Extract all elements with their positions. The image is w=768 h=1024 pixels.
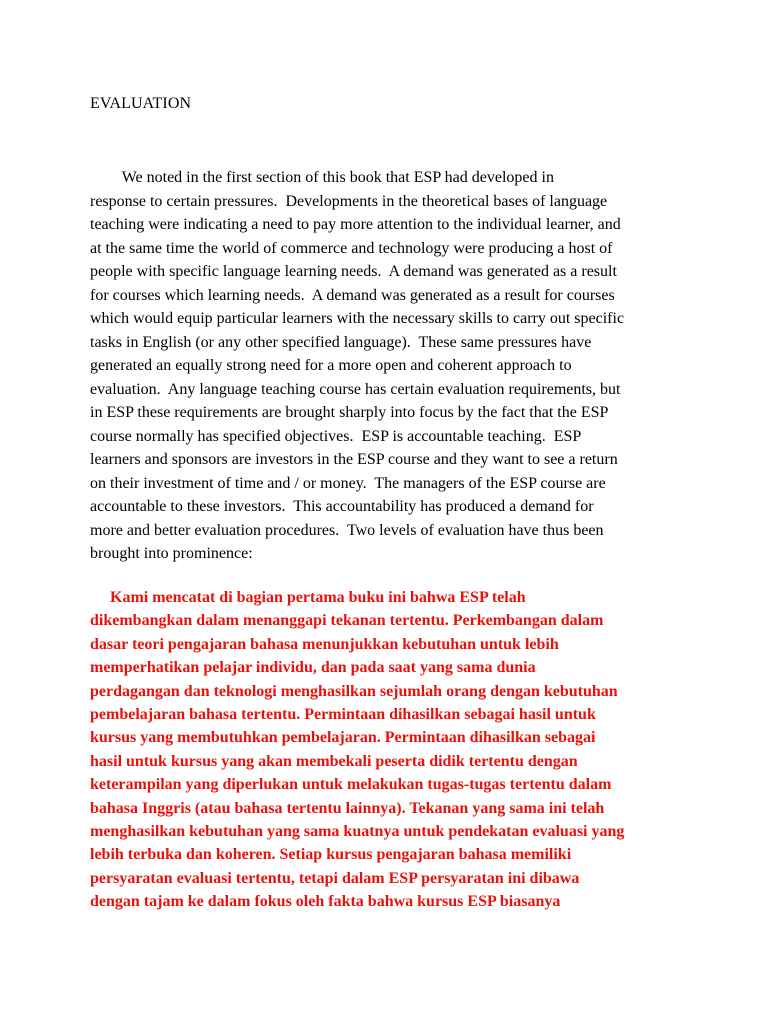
indonesian-translation-paragraph xyxy=(90,586,624,914)
translation-line: dikembangkan dalam menanggapi tekanan tertentu. Perkembangan dalam xyxy=(90,612,604,630)
translation-line: pembelajaran bahasa tertentu. Permintaan dihasilkan sebagai hasil untuk xyxy=(90,706,596,724)
translation-line: persyaratan evaluasi tertentu, tetapi dalam ESP persyaratan ini dibawa xyxy=(90,869,580,887)
english-line: people with specific language learning needs. A demand was generated as a result xyxy=(90,263,617,280)
english-line: evaluation. Any language teaching course has certain evaluation requirements, but xyxy=(90,380,621,398)
english-line: We noted in the first section of this book that ESP had developed in xyxy=(90,169,554,186)
english-line: more and better evaluation procedures. Two levels of evaluation have thus been xyxy=(90,521,604,539)
section-heading: EVALUATION xyxy=(90,95,192,112)
english-line: brought into prominence: xyxy=(90,545,253,562)
translation-line: lebih terbuka dan koheren. Setiap kursus pengajaran bahasa memiliki xyxy=(90,846,572,864)
english-line: on their investment of time and / or money. The managers of the ESP course are xyxy=(90,474,606,492)
english-line: which would equip particular learners with the necessary skills to carry out specific xyxy=(90,310,625,327)
translation-line: kursus yang membutuhkan pembelajaran. Permintaan dihasilkan sebagai xyxy=(90,729,596,747)
translation-line: perdagangan dan teknologi menghasilkan sejumlah orang dengan kebutuhan xyxy=(90,682,618,700)
english-paragraph xyxy=(90,166,624,566)
translation-line: dasar teori pengajaran bahasa menunjukkan kebutuhan untuk lebih xyxy=(90,635,559,653)
english-line: for courses which learning needs. A demand was generated as a result for courses xyxy=(90,286,615,304)
english-line: learners and sponsors are investors in the ESP course and they want to see a return xyxy=(90,451,618,468)
english-line: response to certain pressures. Developments in the theoretical bases of language xyxy=(90,192,608,210)
translation-line: menghasilkan kebutuhan yang sama kuatnya untuk pendekatan evaluasi yang xyxy=(90,823,625,841)
english-line: generated an equally strong need for a more open and coherent approach to xyxy=(90,357,572,374)
translation-line: memperhatikan pelajar individu, dan pada saat yang sama dunia xyxy=(90,659,536,677)
translation-line: bahasa Inggris (atau bahasa tertentu lainnya). Tekanan yang sama ini telah xyxy=(90,799,605,817)
english-line: teaching were indicating a need to pay more attention to the individual learner, and xyxy=(90,216,621,233)
english-line: course normally has specified objectives. ESP is accountable teaching. ESP xyxy=(90,427,582,445)
english-line: tasks in English (or any other specified language). These same pressures have xyxy=(90,333,592,351)
translation-line: keterampilan yang diperlukan untuk melakukan tugas-tugas tertentu dalam xyxy=(90,776,612,794)
english-line: in ESP these requirements are brought sharply into focus by the fact that the ESP xyxy=(90,404,609,421)
english-line: at the same time the world of commerce and technology were producing a host of xyxy=(90,239,613,257)
translation-line: Kami mencatat di bagian pertama buku ini bahwa ESP telah xyxy=(90,589,526,606)
translation-line: dengan tajam ke dalam fokus oleh fakta bahwa kursus ESP biasanya xyxy=(90,893,561,911)
english-line: accountable to these investors. This accountability has produced a demand for xyxy=(90,498,594,515)
translation-line: hasil untuk kursus yang akan membekali peserta didik tertentu dengan xyxy=(90,752,578,770)
